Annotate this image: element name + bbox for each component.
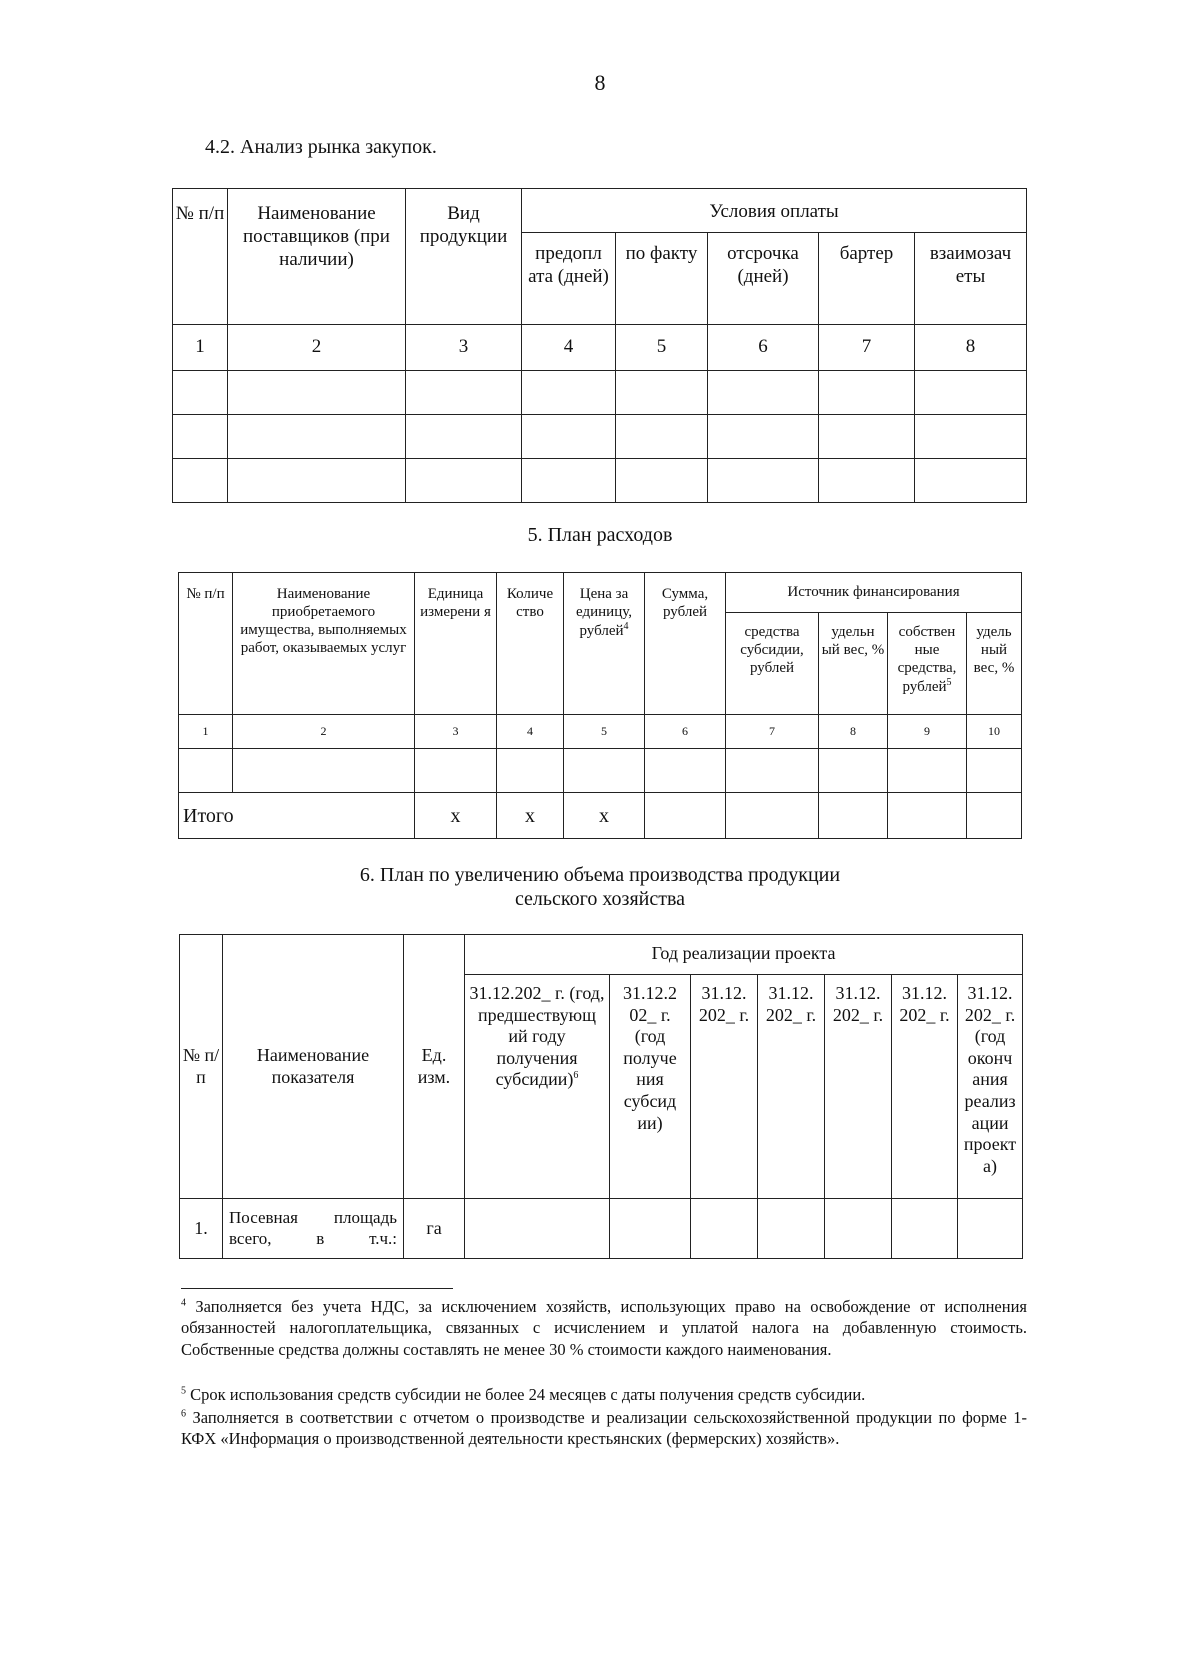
empty-cell[interactable] (726, 793, 819, 839)
empty-cell[interactable] (819, 793, 888, 839)
total-row (179, 793, 1022, 839)
empty-cell[interactable] (819, 749, 888, 793)
col-number: 5 (564, 715, 645, 749)
footnote-6 (181, 1407, 1027, 1450)
empty-cell[interactable] (915, 371, 1027, 415)
empty-cell[interactable] (819, 459, 915, 503)
header-share-2: удель ный вес, % (967, 613, 1022, 715)
page-number: 8 (594, 70, 606, 95)
header-project-year: Год реализации проекта (465, 935, 1023, 975)
empty-cell[interactable] (228, 459, 406, 503)
col-number: 3 (415, 715, 497, 749)
empty-cell[interactable] (406, 415, 522, 459)
header-product-type: Вид продукции (406, 189, 522, 325)
production-plan-table (179, 934, 1023, 1259)
empty-cell[interactable] (645, 793, 726, 839)
col-number: 10 (967, 715, 1022, 749)
section-6-heading-line2: сельского хозяйства (514, 888, 686, 910)
col-number: 4 (497, 715, 564, 749)
header-payment-terms: Условия оплаты (522, 189, 1027, 233)
empty-cell[interactable] (564, 749, 645, 793)
year-before-label: 31.12.202_ г. (год, предшествующ ий году получения субсидии) (469, 983, 605, 1090)
footnote-4-text: Заполняется без учета НДС, за исключением хозяйств, использующих право на освобождение от исполнения обязанностей налогоплательщика, связанных с исчислением и уплатой налога на добавленную стоимость. Собственные средства должны составлять не менее 30 % стоимости каждого наименования. (181, 1297, 1028, 1359)
footnote-ref-5: 5 (946, 677, 952, 688)
col-number: 7 (819, 325, 915, 371)
empty-cell[interactable] (708, 459, 819, 503)
header-year: 31.12. 202_ г. (758, 975, 825, 1199)
col-number: 1 (173, 325, 228, 371)
table-row (173, 371, 1027, 415)
table-row (180, 1199, 1023, 1259)
footnote-6-mark: 6 (181, 1408, 186, 1420)
empty-cell[interactable] (819, 415, 915, 459)
footnote-4 (181, 1296, 1027, 1360)
header-own-funds (888, 613, 967, 715)
empty-cell[interactable] (616, 415, 708, 459)
table-row (179, 749, 1022, 793)
x-mark: х (415, 793, 497, 839)
empty-cell[interactable] (708, 415, 819, 459)
header-item-name: Наименование приобретаемого имущества, выполняемых работ, оказываемых услуг (233, 573, 415, 715)
header-unit-price (564, 573, 645, 715)
header-offset: взаимозач еты (915, 233, 1027, 325)
table-row (173, 459, 1027, 503)
header-num: № п/п (179, 573, 233, 715)
header-supplier-name: Наименование поставщиков (при наличии) (228, 189, 406, 325)
footnote-ref-4: 4 (623, 621, 629, 632)
own-funds-label: собствен ные средства, рублей (897, 624, 957, 695)
empty-cell[interactable] (888, 749, 967, 793)
row-indicator: Посевная площадь всего, в т.ч.: (223, 1199, 404, 1259)
section-5-heading: 5. План расходов (527, 524, 673, 546)
header-unit: Ед. изм. (404, 935, 465, 1199)
empty-cell[interactable] (522, 459, 616, 503)
header-num: № п/п (173, 189, 228, 325)
empty-cell[interactable] (708, 371, 819, 415)
empty-cell[interactable] (610, 1199, 691, 1259)
table-row (173, 415, 1027, 459)
col-number: 8 (819, 715, 888, 749)
empty-cell[interactable] (406, 459, 522, 503)
x-mark: х (497, 793, 564, 839)
col-number: 1 (179, 715, 233, 749)
header-year-end: 31.12. 202_ г. (год оконч ания реализ ации проект а) (958, 975, 1023, 1199)
empty-cell[interactable] (726, 749, 819, 793)
row-number: 1. (180, 1199, 223, 1259)
header-funding-source: Источник финансирования (726, 573, 1022, 613)
section-4-2-heading: 4.2. Анализ рынка закупок. (205, 136, 437, 158)
header-deferral: отсрочка (дней) (708, 233, 819, 325)
empty-cell[interactable] (233, 749, 415, 793)
empty-cell[interactable] (819, 371, 915, 415)
empty-cell[interactable] (406, 371, 522, 415)
empty-cell[interactable] (497, 749, 564, 793)
procurement-table (172, 188, 1027, 503)
empty-cell[interactable] (645, 749, 726, 793)
header-year: 31.12. 202_ г. (892, 975, 958, 1199)
footnote-ref-6: 6 (573, 1070, 579, 1082)
footnote-5 (181, 1384, 1027, 1405)
empty-cell[interactable] (958, 1199, 1023, 1259)
header-share-1: удельн ый вес, % (819, 613, 888, 715)
header-year: 31.12. 202_ г. (691, 975, 758, 1199)
col-number: 9 (888, 715, 967, 749)
footnote-4-mark: 4 (181, 1297, 186, 1309)
footnote-separator (181, 1288, 453, 1289)
unit-price-label: Цена за единицу, рублей (576, 586, 632, 639)
col-number: 2 (228, 325, 406, 371)
empty-cell[interactable] (173, 459, 228, 503)
empty-cell[interactable] (825, 1199, 892, 1259)
col-number: 5 (616, 325, 708, 371)
col-number: 7 (726, 715, 819, 749)
empty-cell[interactable] (415, 749, 497, 793)
col-number: 4 (522, 325, 616, 371)
header-subsidy: средства субсидии, рублей (726, 613, 819, 715)
empty-cell[interactable] (228, 371, 406, 415)
header-year-subsidy: 31.12.2 02_ г. (год получе ния субсид ии) (610, 975, 691, 1199)
header-sum: Сумма, рублей (645, 573, 726, 715)
empty-cell[interactable] (228, 415, 406, 459)
expense-plan-table (178, 572, 1022, 839)
empty-cell[interactable] (758, 1199, 825, 1259)
empty-cell[interactable] (915, 415, 1027, 459)
header-prepayment: предопл ата (дней) (522, 233, 616, 325)
header-on-delivery: по факту (616, 233, 708, 325)
footnote-6-text: Заполняется в соответствии с отчетом о производстве и реализации сельскохозяйственной продукции по форме 1-КФХ «Информация о производственной деятельности крестьянских (фермерских) хозяйств». (181, 1408, 1027, 1449)
empty-cell[interactable] (522, 415, 616, 459)
header-indicator-name: Наименование показателя (223, 935, 404, 1199)
x-mark: х (564, 793, 645, 839)
header-num: № п/п (180, 935, 223, 1199)
row-unit: га (404, 1199, 465, 1259)
empty-cell[interactable] (967, 793, 1022, 839)
empty-cell[interactable] (888, 793, 967, 839)
footnote-5-mark: 5 (181, 1385, 186, 1397)
empty-cell[interactable] (465, 1199, 610, 1259)
empty-cell[interactable] (892, 1199, 958, 1259)
empty-cell[interactable] (179, 749, 233, 793)
total-label: Итого (179, 793, 415, 839)
header-quantity: Количе ство (497, 573, 564, 715)
footnote-5-text: Срок использования средств субсидии не более 24 месяцев с даты получения средств субсидии. (190, 1385, 866, 1404)
header-year: 31.12. 202_ г. (825, 975, 892, 1199)
empty-cell[interactable] (616, 459, 708, 503)
empty-cell[interactable] (173, 371, 228, 415)
empty-cell[interactable] (915, 459, 1027, 503)
empty-cell[interactable] (173, 415, 228, 459)
header-barter: бартер (819, 233, 915, 325)
col-number: 6 (708, 325, 819, 371)
header-unit: Единица измерени я (415, 573, 497, 715)
empty-cell[interactable] (967, 749, 1022, 793)
empty-cell[interactable] (522, 371, 616, 415)
empty-cell[interactable] (616, 371, 708, 415)
section-6-heading-line1: 6. План по увеличению объема производства продукции (359, 864, 841, 886)
header-year-before (465, 975, 610, 1199)
col-number: 6 (645, 715, 726, 749)
empty-cell[interactable] (691, 1199, 758, 1259)
col-number: 2 (233, 715, 415, 749)
col-number: 3 (406, 325, 522, 371)
col-number: 8 (915, 325, 1027, 371)
